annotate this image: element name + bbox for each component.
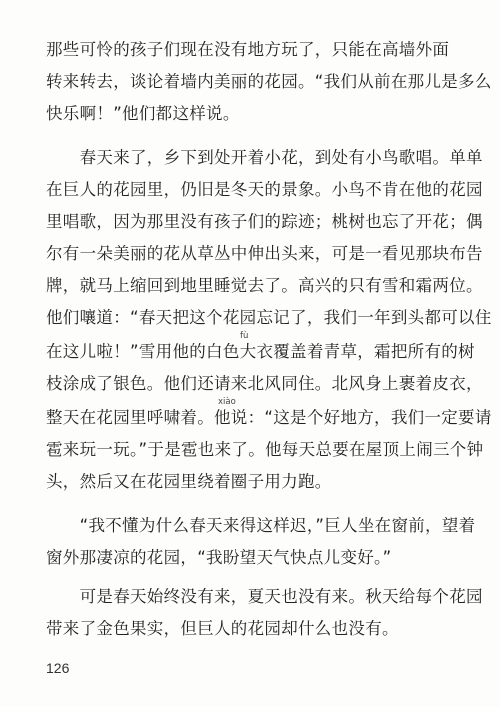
text-line: 快乐啊！”他们都这样说。 bbox=[46, 104, 240, 123]
text-line: 可是春天始终没有来，夏天也没有来。秋天给每个花园 bbox=[46, 587, 483, 606]
text-line: “我不懂为什么春天来得这样迟，”巨人坐在窗前，望着 bbox=[46, 516, 476, 535]
text-line: 在这儿啦！”雪用他的白色大衣覆盖着青草，霜把所有的树 bbox=[46, 342, 475, 361]
text-line: 带来了金色果实，但巨人的花园却什么也没有。 bbox=[46, 619, 399, 638]
pinyin-xiao: xiào bbox=[218, 397, 236, 407]
text-line: 里唱歌，因为那里没有孩子们的踪迹；桃树也忘了开花；偶 bbox=[46, 212, 483, 231]
text-line: 窗外那凄凉的花园，“我盼望天气快点儿变好。” bbox=[46, 548, 392, 567]
text-line: 头，然后又在花园里绕着圈子用力跑。 bbox=[46, 472, 332, 491]
text-line: 在巨人的花园里，仍旧是冬天的景象。小鸟不肯在他的花园 bbox=[46, 180, 483, 199]
text-line: 转来转去，谈论着墙内美丽的花园。“我们从前在那儿是多么 bbox=[46, 72, 492, 91]
text-line: 整天在花园里呼啸着。他说：“这是个好地方，我们一定要请 bbox=[46, 408, 492, 427]
text-line: 他们嚷道：“春天把这个花园忘记了，我们一年到头都可以住 bbox=[46, 308, 492, 327]
text-line: 那些可怜的孩子们现在没有地方玩了，只能在高墙外面 bbox=[46, 40, 450, 59]
pinyin-fu: fù bbox=[240, 331, 249, 341]
text-line: 尔有一朵美丽的花从草丛中伸出头来，可是一看见那块布告 bbox=[46, 244, 483, 263]
text-line: 春天来了，乡下到处开着小花，到处有小鸟歌唱。单单 bbox=[46, 148, 483, 167]
text-line: 枝涂成了银色。他们还请来北风同住。北风身上裹着皮衣， bbox=[46, 374, 483, 393]
text-line: 雹来玩一玩。”于是雹也来了。他每天总要在屋顶上闹三个钟 bbox=[46, 440, 484, 459]
text-line: 牌，就马上缩回到地里睡觉去了。高兴的只有雪和霜两位。 bbox=[46, 276, 483, 295]
page-number: 126 bbox=[46, 660, 70, 676]
